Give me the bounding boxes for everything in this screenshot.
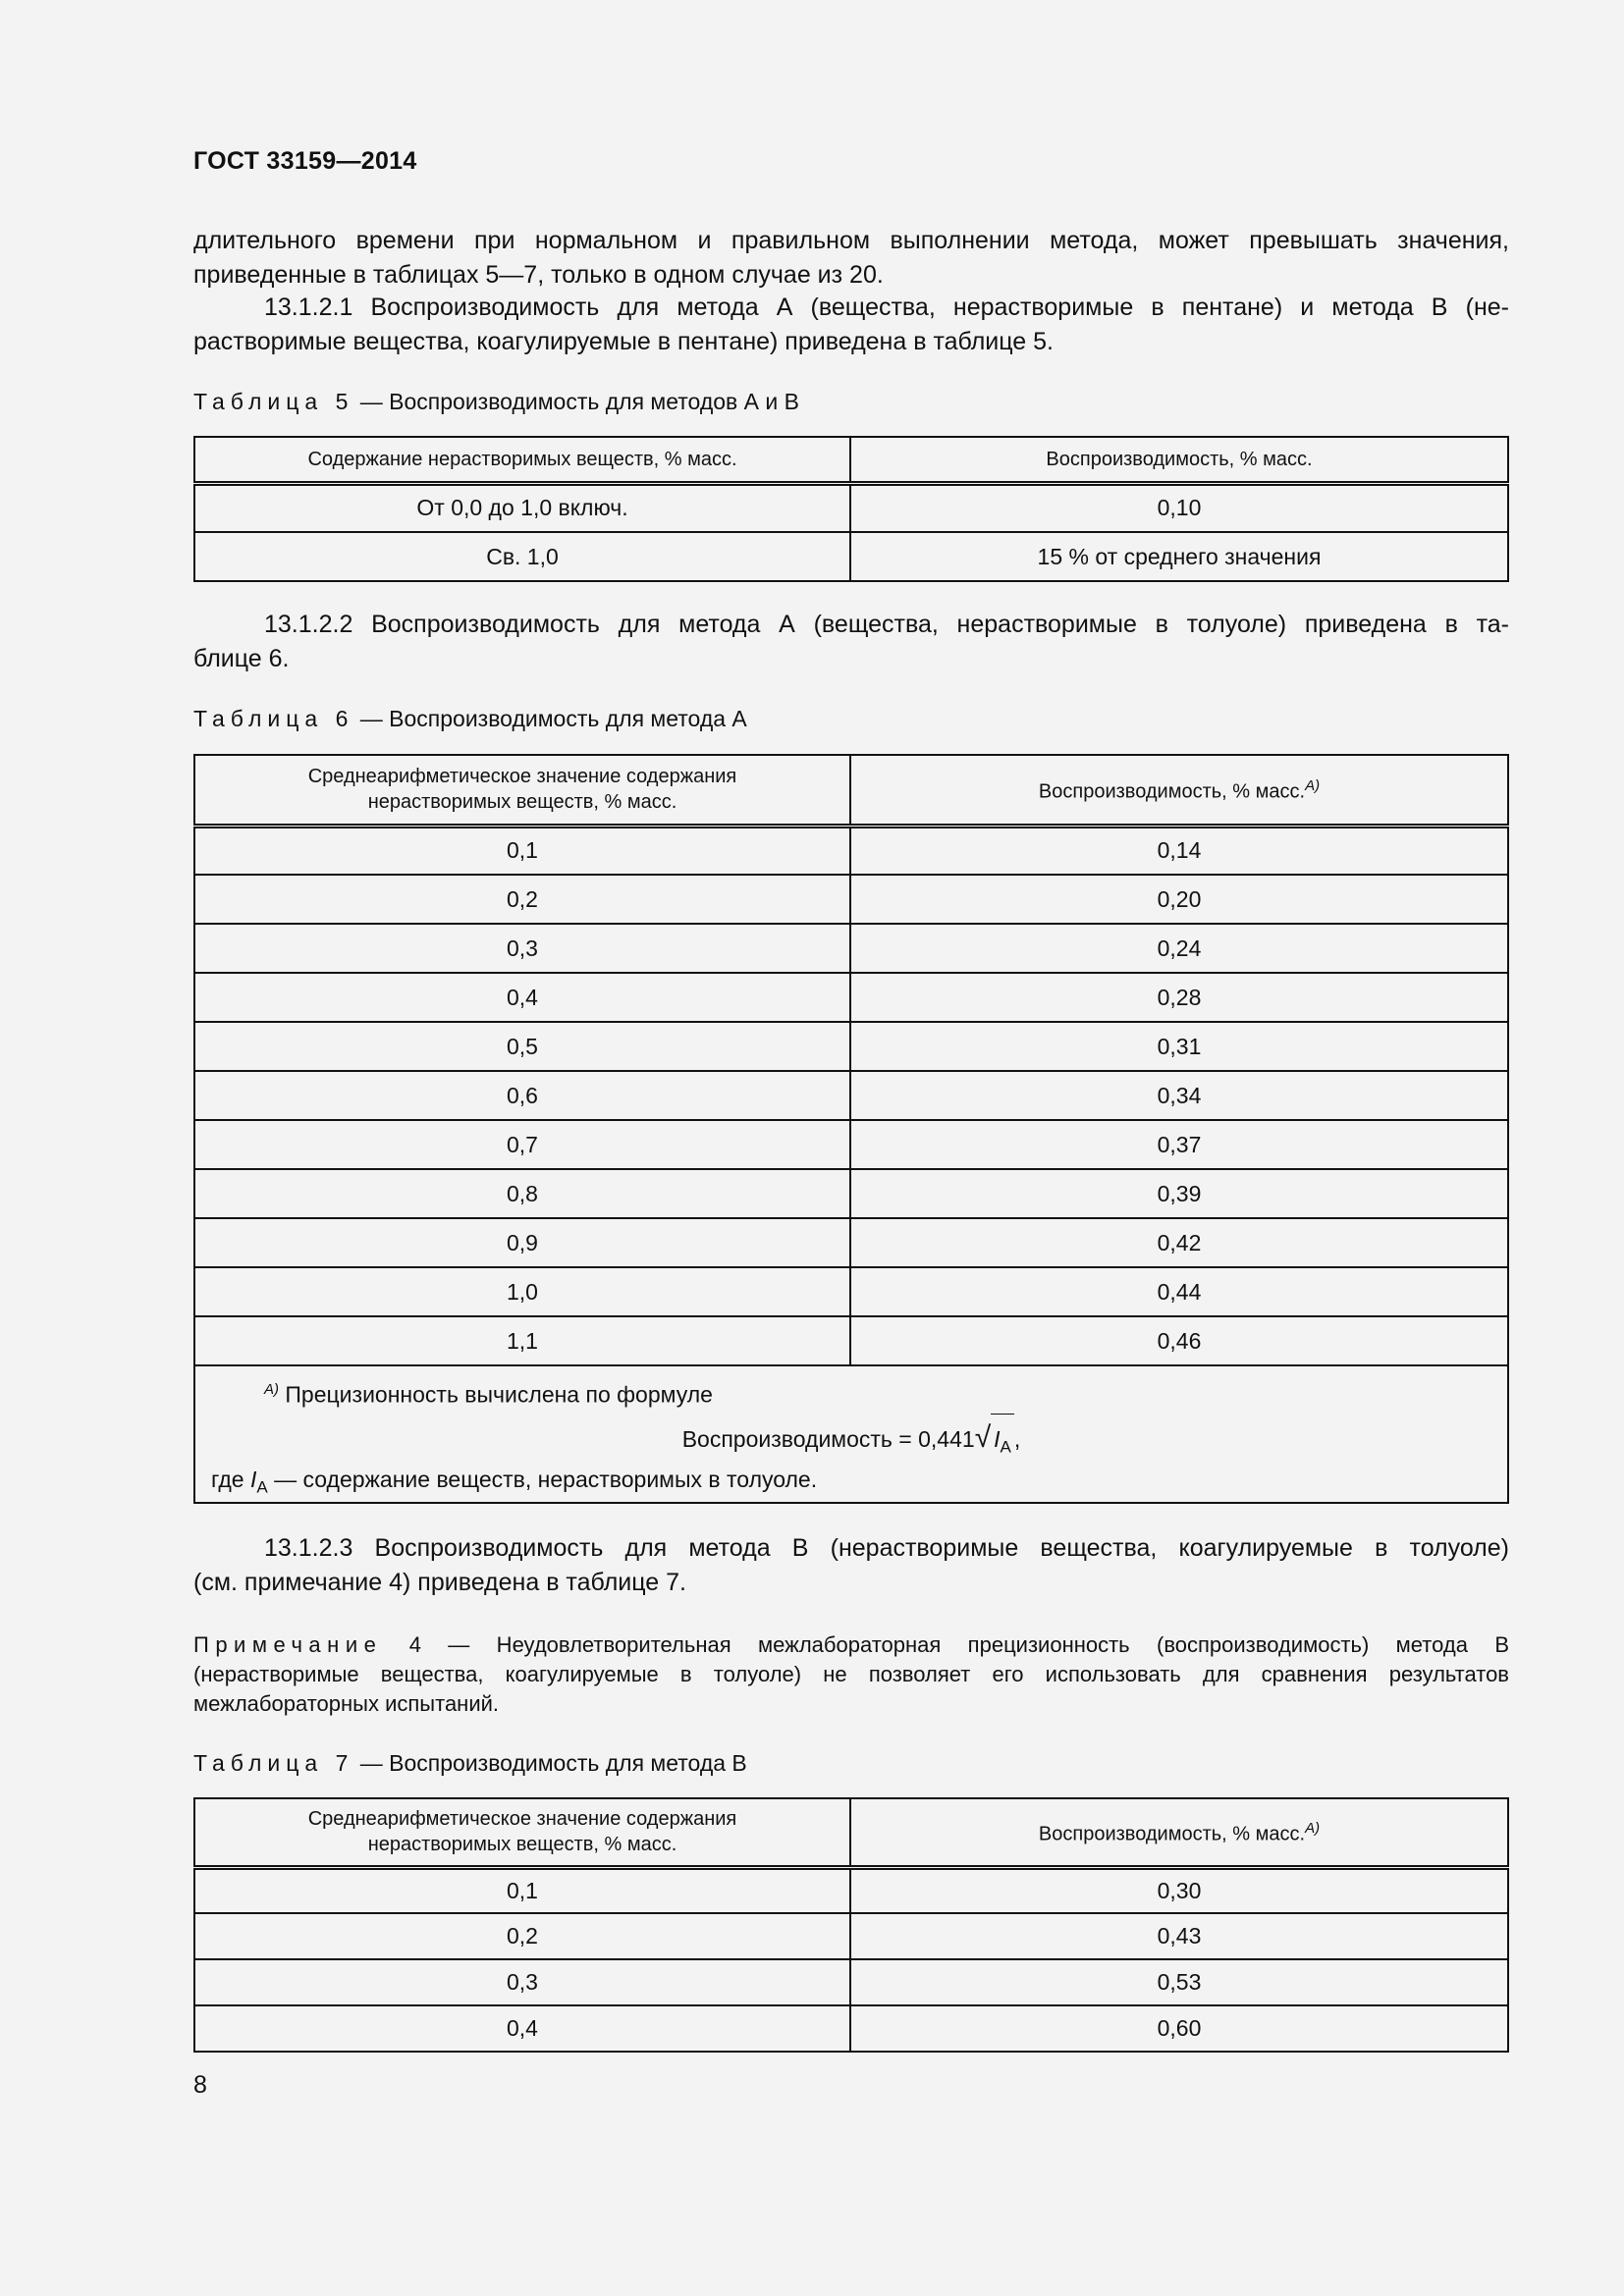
p1-line-1: 13.1.2.1 Воспроизводимость для метода А (вещества, нерастворимые в пентане) и метода В (не-: [264, 294, 1509, 321]
paragraph-13-1-2-2: [193, 608, 1509, 676]
table6-cell: 0,14: [850, 826, 1508, 875]
formula-radicand: [991, 1414, 1014, 1472]
note-line-1-text: 4 — Неудовлетворительная межлабораторная прецизионность (воспроизводимость) метода В: [382, 1632, 1509, 1657]
table6-footnote: [194, 1365, 1508, 1503]
table-row: [194, 924, 1508, 973]
table6-header-col1-line2: нерастворимых веществ, % масс.: [367, 791, 677, 814]
table-row: [194, 875, 1508, 924]
formula-left: Воспроизводимость = 0,441: [681, 1426, 975, 1452]
table6-cell: 1,1: [194, 1316, 850, 1365]
p2-line-2: блице 6.: [193, 645, 290, 672]
table-row: [194, 1959, 1508, 2005]
paragraph-13-1-2-1: [193, 291, 1509, 359]
table6-header-col2-text: Воспроизводимость, % масс.: [1038, 781, 1306, 804]
table5-caption-label: Таблица 5: [193, 389, 354, 414]
table5-cell: 15 % от среднего значения: [850, 532, 1508, 581]
formula-end: ,: [1013, 1426, 1021, 1452]
note-line-1: [193, 1630, 1509, 1660]
table5-cell: От 0,0 до 1,0 включ.: [194, 483, 850, 532]
note-line-3: межлабораторных испытаний.: [193, 1691, 500, 1716]
p1-line-2: растворимые вещества, коагулируемые в пентане) приведена в таблице 5.: [193, 328, 1055, 355]
table-row: [194, 532, 1508, 581]
formula-var: I: [994, 1426, 1001, 1452]
table-row: [194, 1267, 1508, 1316]
note-line-2: (нерастворимые вещества, коагулируемые в толуоле) не позволяет его использовать для сравнения результатов: [193, 1662, 1509, 1686]
paragraph-13-1-2-3: [193, 1531, 1509, 1600]
table6-footnote-row: [194, 1365, 1508, 1503]
table7-header-col1-line2: нерастворимых веществ, % масс.: [367, 1834, 677, 1856]
table5-caption-text: — Воспроизводимость для методов А и В: [353, 389, 799, 414]
table-row: [194, 1120, 1508, 1169]
footnote-where: [195, 1463, 1507, 1502]
footnote-line-1: [195, 1366, 1507, 1414]
page-number: 8: [193, 2071, 207, 2099]
table6-caption-text: — Воспроизводимость для метода А: [353, 706, 747, 731]
intro-paragraph: [193, 224, 1509, 293]
table-row: [194, 1071, 1508, 1120]
table6-cell: 0,4: [194, 973, 850, 1022]
table6-cell: 0,6: [194, 1071, 850, 1120]
p3-line-2: (см. примечание 4) приведена в таблице 7.: [193, 1569, 686, 1596]
note-label: Примечание: [193, 1632, 383, 1657]
table6-cell: 0,8: [194, 1169, 850, 1218]
table6-cell: 0,34: [850, 1071, 1508, 1120]
table6-cell: 0,37: [850, 1120, 1508, 1169]
table7-caption: [193, 1750, 747, 1777]
table7-cell: 0,43: [850, 1913, 1508, 1959]
table-row: [194, 1022, 1508, 1071]
table6-header-col1-line1: Среднеарифметическое значение содержания: [307, 766, 737, 788]
table5-header-col1: Содержание нерастворимых веществ, % масс.: [194, 437, 850, 483]
table-row: [194, 1867, 1508, 1913]
table7-caption-text: — Воспроизводимость для метода В: [353, 1750, 747, 1776]
table7-header-col1-line1: Среднеарифметическое значение содержания: [307, 1808, 737, 1831]
table6-caption-label: Таблица 6: [193, 706, 354, 731]
table6-caption: [193, 706, 747, 732]
table-row: [194, 1218, 1508, 1267]
note-4: [193, 1630, 1509, 1719]
table-6: [193, 754, 1509, 1504]
table5-cell: Св. 1,0: [194, 532, 850, 581]
table6-cell: 0,42: [850, 1218, 1508, 1267]
table6-cell: 0,31: [850, 1022, 1508, 1071]
table6-cell: 0,28: [850, 973, 1508, 1022]
table7-cell: 0,1: [194, 1867, 850, 1913]
p2-line-1: 13.1.2.2 Воспроизводимость для метода А (вещества, нерастворимые в толуоле) приведена в та-: [264, 611, 1509, 638]
table5-caption: [193, 389, 799, 415]
where-sub: А: [256, 1477, 268, 1497]
table6-header-col1: [194, 755, 850, 826]
footnote-marker: А): [1305, 777, 1321, 795]
footnote-text: Прецизионность вычислена по формуле: [279, 1381, 713, 1408]
table7-caption-label: Таблица 7: [193, 1750, 354, 1776]
table7-cell: 0,3: [194, 1959, 850, 2005]
where-var: I: [249, 1467, 257, 1492]
table6-cell: 0,44: [850, 1267, 1508, 1316]
table7-header-col2-text: Воспроизводимость, % масс.: [1038, 1824, 1306, 1846]
table7-header-col1: [194, 1798, 850, 1867]
table-row: [194, 1913, 1508, 1959]
footnote-marker: А): [1305, 1820, 1321, 1838]
where-prefix: где: [211, 1467, 250, 1492]
sqrt-sign: √: [974, 1421, 992, 1454]
table7-cell: 0,2: [194, 1913, 850, 1959]
table7-cell: 0,60: [850, 2005, 1508, 2052]
table5-header-col2: Воспроизводимость, % масс.: [850, 437, 1508, 483]
table7-cell: 0,4: [194, 2005, 850, 2052]
table6-cell: 0,7: [194, 1120, 850, 1169]
reproducibility-formula: [195, 1414, 1507, 1463]
table7-cell: 0,30: [850, 1867, 1508, 1913]
formula-sub: А: [1000, 1437, 1011, 1457]
table-5: [193, 436, 1509, 582]
table6-cell: 0,39: [850, 1169, 1508, 1218]
intro-line-1: длительного времени при нормальном и правильном выполнении метода, может превышать значения,: [193, 227, 1509, 254]
table6-cell: 0,2: [194, 875, 850, 924]
table6-cell: 0,5: [194, 1022, 850, 1071]
table6-cell: 0,1: [194, 826, 850, 875]
table5-cell: 0,10: [850, 483, 1508, 532]
table-row: [194, 973, 1508, 1022]
table-row: [194, 1169, 1508, 1218]
where-text: — содержание веществ, нерастворимых в толуоле.: [267, 1467, 818, 1492]
table6-cell: 0,9: [194, 1218, 850, 1267]
table6-cell: 0,24: [850, 924, 1508, 973]
table7-header-col2: [850, 1798, 1508, 1867]
p3-line-1: 13.1.2.3 Воспроизводимость для метода В (нерастворимые вещества, коагулируемые в толуоле): [264, 1534, 1509, 1562]
table-row: [194, 483, 1508, 532]
table6-cell: 0,46: [850, 1316, 1508, 1365]
table-row: [194, 1316, 1508, 1365]
table6-header-col2: [850, 755, 1508, 826]
table-7: [193, 1797, 1509, 2053]
table6-cell: 0,3: [194, 924, 850, 973]
table6-cell: 0,20: [850, 875, 1508, 924]
table-row: [194, 2005, 1508, 2052]
table6-cell: 1,0: [194, 1267, 850, 1316]
intro-line-2: приведенные в таблицах 5—7, только в одном случае из 20.: [193, 261, 884, 289]
document-title: ГОСТ 33159—2014: [193, 147, 417, 175]
footnote-marker: А): [264, 1381, 279, 1398]
table7-cell: 0,53: [850, 1959, 1508, 2005]
table-row: [194, 826, 1508, 875]
